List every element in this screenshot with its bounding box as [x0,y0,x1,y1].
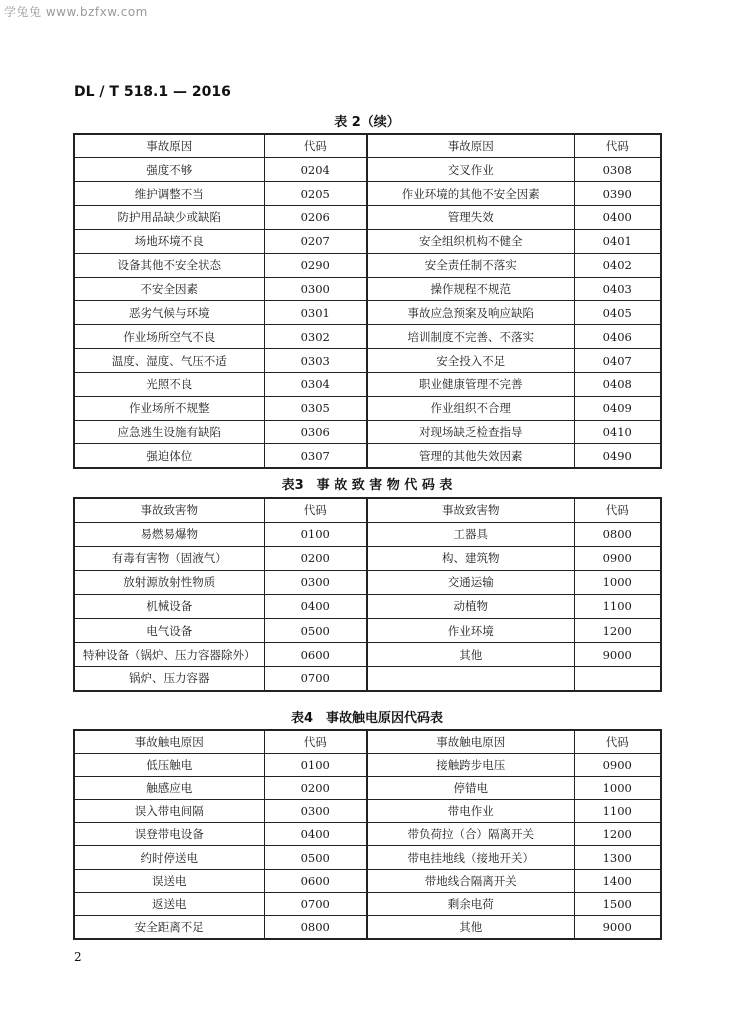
table-cell: 工器具 [367,522,574,546]
table-cell: 0403 [574,277,661,301]
table-row [74,444,661,468]
table-cell: 0303 [264,349,367,373]
table-3-caption: 表3 事 故 致 害 物 代 码 表 [281,478,453,493]
table-row [74,253,661,277]
table-cell: 场地环境不良 [74,229,264,253]
table-cell: 1200 [574,618,661,642]
table-cell: 0302 [264,325,367,349]
table-4 [73,729,662,940]
table-cell: 0401 [574,229,661,253]
table-cell: 不安全因素 [74,277,264,301]
table-cell: 1400 [574,869,661,892]
table-cell: 作业环境 [367,618,574,642]
table-cell: 强迫体位 [74,444,264,468]
table-cell: 误送电 [74,869,264,892]
table-cell: 1000 [574,570,661,594]
column-header: 代码 [574,498,661,522]
table-row [74,823,661,846]
table-cell: 0406 [574,325,661,349]
table-cell: 温度、湿度、气压不适 [74,349,264,373]
table-cell: 接触跨步电压 [367,753,574,776]
table-cell [367,667,574,691]
table-cell: 0600 [264,869,367,892]
table-row [74,594,661,618]
table-cell: 安全组织机构不健全 [367,229,574,253]
table-cell: 培训制度不完善、不落实 [367,325,574,349]
table-row [74,800,661,823]
table-cell: 0400 [264,823,367,846]
table-cell: 作业场所不规整 [74,396,264,420]
table-cell: 0800 [264,916,367,939]
table-cell: 0100 [264,753,367,776]
column-header: 代码 [264,134,367,158]
table-cell: 交叉作业 [367,158,574,182]
table-cell: 9000 [574,916,661,939]
table-cell: 对现场缺乏检查指导 [367,420,574,444]
page-number: 2 [74,950,82,964]
table-cell: 0300 [264,570,367,594]
table-cell: 交通运输 [367,570,574,594]
table-row [74,643,661,667]
table-cell: 特种设备（锅炉、压力容器除外） [74,643,264,667]
table-cell: 0304 [264,372,367,396]
table-cell: 带电挂地线（接地开关） [367,846,574,869]
table-cell: 1100 [574,800,661,823]
table-cell: 机械设备 [74,594,264,618]
table-cell: 动植物 [367,594,574,618]
table-row [74,206,661,230]
table-cell: 强度不够 [74,158,264,182]
table-cell: 安全距离不足 [74,916,264,939]
table-cell: 0290 [264,253,367,277]
table-cell: 0700 [264,667,367,691]
column-header: 事故触电原因 [74,730,264,753]
table-cell: 0900 [574,546,661,570]
table-cell: 剩余电荷 [367,892,574,915]
header-row [74,730,661,753]
table-cell: 0402 [574,253,661,277]
table-2-caption: 表 2（续） [334,115,400,130]
table-cell: 防护用品缺少或缺陷 [74,206,264,230]
table-row [74,372,661,396]
table-row [74,667,661,691]
table-row [74,349,661,373]
watermark: 学兔兔 www.bzfxw.com [4,5,148,19]
table-cell: 0400 [574,206,661,230]
table-cell: 应急逃生设施有缺陷 [74,420,264,444]
table-cell: 维护调整不当 [74,182,264,206]
table-cell: 0409 [574,396,661,420]
table-cell: 光照不良 [74,372,264,396]
table-row [74,892,661,915]
table-cell: 0300 [264,800,367,823]
table-cell: 1200 [574,823,661,846]
table-cell: 0305 [264,396,367,420]
table-cell: 操作规程不规范 [367,277,574,301]
column-header: 事故致害物 [367,498,574,522]
table-cell: 误登带电设备 [74,823,264,846]
table-row [74,301,661,325]
table-row [74,546,661,570]
table-cell: 0206 [264,206,367,230]
table-row [74,776,661,799]
table-cell: 0307 [264,444,367,468]
column-header: 代码 [264,730,367,753]
table-cell: 0100 [264,522,367,546]
table-cell: 管理的其他失效因素 [367,444,574,468]
table-cell: 0600 [264,643,367,667]
table-cell: 作业组织不合理 [367,396,574,420]
table-cell: 带地线合隔离开关 [367,869,574,892]
table-row [74,182,661,206]
table-cell: 0900 [574,753,661,776]
table-cell: 放射源放射性物质 [74,570,264,594]
table-row [74,753,661,776]
table-cell: 触感应电 [74,776,264,799]
table-cell: 作业场所空气不良 [74,325,264,349]
table-row [74,570,661,594]
table-cell: 其他 [367,643,574,667]
table-cell: 0405 [574,301,661,325]
table-3 [73,497,662,692]
table-cell: 0200 [264,776,367,799]
table-cell: 恶劣气候与环境 [74,301,264,325]
table-row [74,229,661,253]
column-header: 事故致害物 [74,498,264,522]
table-row [74,916,661,939]
table-cell: 安全投入不足 [367,349,574,373]
table-cell: 低压触电 [74,753,264,776]
table-row [74,158,661,182]
table-cell: 0400 [264,594,367,618]
table-cell: 0800 [574,522,661,546]
table-row [74,325,661,349]
table-cell: 0408 [574,372,661,396]
table-cell: 0490 [574,444,661,468]
table-2 [73,133,662,469]
table-cell: 电气设备 [74,618,264,642]
table-cell: 0205 [264,182,367,206]
column-header: 代码 [264,498,367,522]
table-cell: 1300 [574,846,661,869]
table-cell: 1000 [574,776,661,799]
table-cell: 0308 [574,158,661,182]
document-number: DL / T 518.1 — 2016 [74,84,231,100]
table-cell: 0207 [264,229,367,253]
table-cell: 易燃易爆物 [74,522,264,546]
table-cell: 设备其他不安全状态 [74,253,264,277]
table-cell: 0500 [264,618,367,642]
table-cell: 误入带电间隔 [74,800,264,823]
table-cell: 0301 [264,301,367,325]
table-cell: 0700 [264,892,367,915]
table-row [74,846,661,869]
table-cell: 作业环境的其他不安全因素 [367,182,574,206]
table-cell [574,667,661,691]
table-cell: 带电作业 [367,800,574,823]
column-header: 代码 [574,730,661,753]
column-header: 代码 [574,134,661,158]
table-cell: 锅炉、压力容器 [74,667,264,691]
table-cell: 0200 [264,546,367,570]
column-header: 事故触电原因 [367,730,574,753]
table-cell: 其他 [367,916,574,939]
table-cell: 停错电 [367,776,574,799]
table-cell: 管理失效 [367,206,574,230]
table-row [74,618,661,642]
table-cell: 1100 [574,594,661,618]
header-row [74,498,661,522]
table-cell: 0407 [574,349,661,373]
column-header: 事故原因 [367,134,574,158]
table-4-caption: 表4 事故触电原因代码表 [290,711,444,726]
table-cell: 0300 [264,277,367,301]
column-header: 事故原因 [74,134,264,158]
table-row [74,522,661,546]
table-cell: 0204 [264,158,367,182]
table-cell: 0390 [574,182,661,206]
table-row [74,869,661,892]
table-cell: 事故应急预案及响应缺陷 [367,301,574,325]
header-row [74,134,661,158]
table-cell: 0500 [264,846,367,869]
table-cell: 安全责任制不落实 [367,253,574,277]
table-cell: 0410 [574,420,661,444]
table-row [74,396,661,420]
table-cell: 带负荷拉（合）隔离开关 [367,823,574,846]
table-cell: 0306 [264,420,367,444]
table-cell: 约时停送电 [74,846,264,869]
table-cell: 职业健康管理不完善 [367,372,574,396]
table-cell: 构、建筑物 [367,546,574,570]
table-cell: 1500 [574,892,661,915]
table-cell: 9000 [574,643,661,667]
table-cell: 返送电 [74,892,264,915]
table-row [74,277,661,301]
table-row [74,420,661,444]
table-cell: 有毒有害物（固液气） [74,546,264,570]
